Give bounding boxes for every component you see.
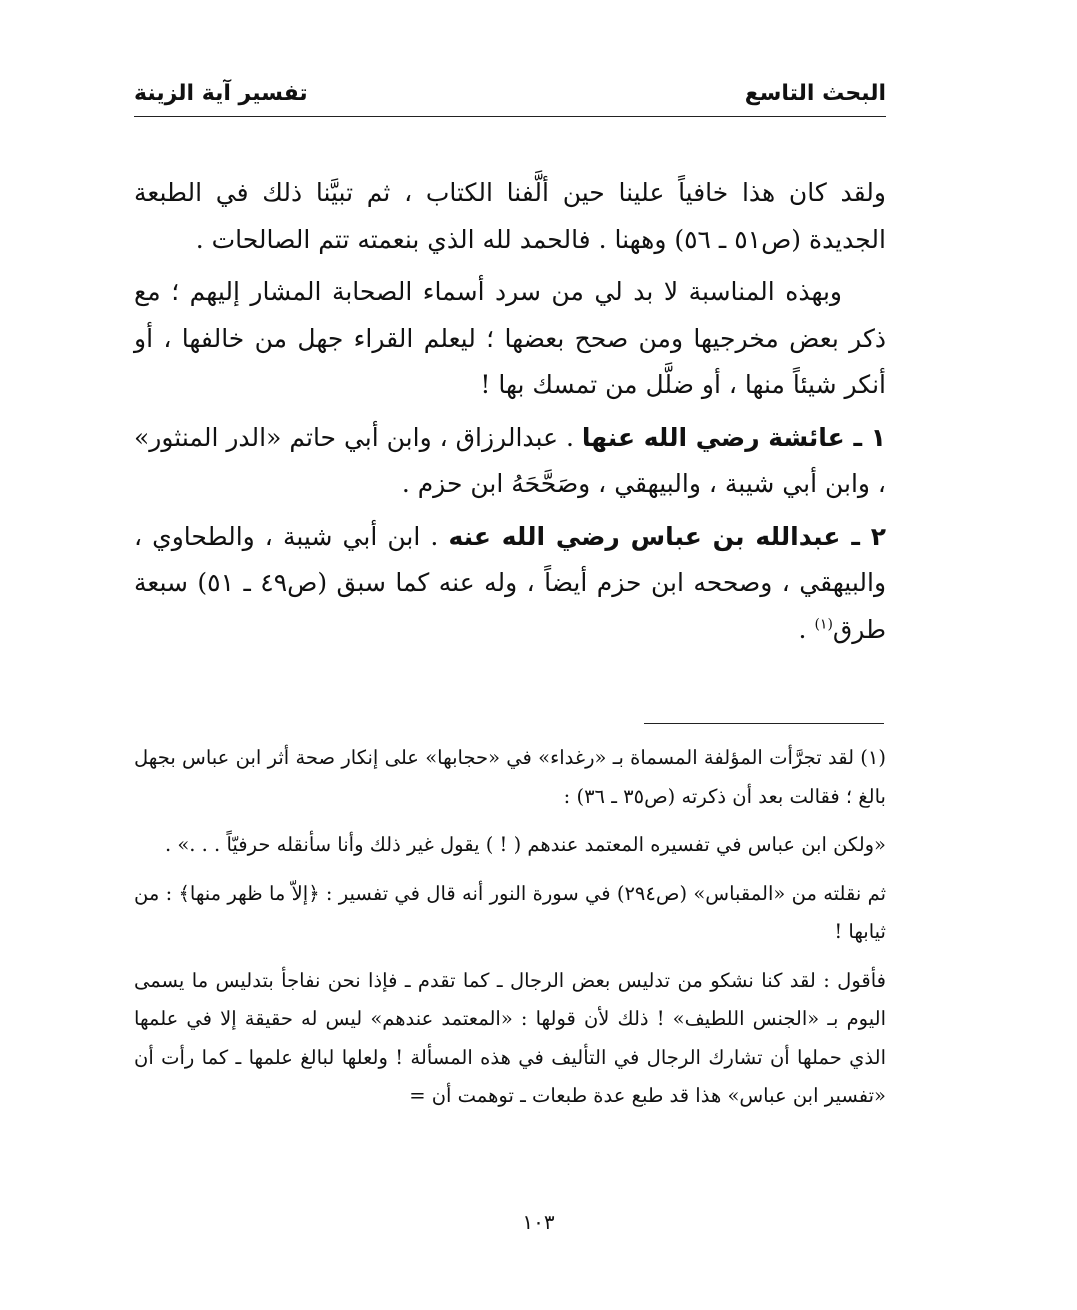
section-title: تفسير آية الزينة: [134, 81, 308, 106]
footnote-paragraph-2: ثم نقلته من «المقباس» (ص٢٩٤) في سورة النور أنه قال في تفسير : ﴿إلاّ ما ظهر منها﴾ : من ثيابها !: [134, 881, 887, 943]
list-item-2: [134, 514, 886, 654]
header-rule: [134, 116, 886, 117]
paragraph-2: وبهذه المناسبة لا بد لي من سرد أسماء الصحابة المشار إليهم ؛ مع ذكر بعض مخرجيها ومن صحح بعضها ؛ ليعلم القراء جهل من خالفها ، أو أنكر شيئاً منها ، أو ضلَّل من تمسك بها !: [134, 277, 886, 399]
page-number: ١٠٣: [522, 1210, 555, 1234]
running-header: [134, 74, 886, 114]
item-1-title: ١ ـ عائشة رضي الله عنها: [581, 422, 886, 452]
footnote-rule: [644, 723, 884, 724]
footnote-1: (١) لقد تجرَّأت المؤلفة المسماة بـ «رغداء» في «حجابها» على إنكار صحة أثر ابن عباس بجهل بالغ ؛ فقالت بعد أن ذكرته (ص٣٥ ـ ٣٦) :: [134, 746, 886, 808]
list-item-1: [134, 415, 886, 508]
paragraph-1: ولقد كان هذا خافياً علينا حين ألَّفنا الكتاب ، ثم تبيَّنا ذلك في الطبعة الجديدة (ص٥١ ـ ٥٦) وههنا . فالحمد لله الذي بنعمته تتم الصالحات .: [134, 178, 886, 254]
main-text: [134, 170, 886, 659]
footnote-paragraph-3: فأقول : لقد كنا نشكو من تدليس بعض الرجال ـ كما تقدم ـ فإذا نحن نفاجأ بتدليس ما يسمى اليوم بـ «الجنس اللطيف» ! ذلك لأن قولها : «المعتمد عندهم» ليس له حقيقة إلا في علمها الذي حملها أن تشارك الرجال في التأليف في هذه المسألة ! ولعلها لبالغ علمها ـ كما رأت أن «تفسير ابن عباس» هذا قد طبع عدة طبعات ـ توهمت أن =: [134, 968, 886, 1107]
chapter-title: البحث التاسع: [744, 81, 886, 106]
item-1-text: . عبدالرزاق ، وابن أبي حاتم «الدر المنثور» ، وابن أبي شيبة ، والبيهقي ، وصَحَّحَهُ ابن حزم .: [134, 422, 886, 498]
item-2-title: ٢ ـ عبدالله بن عباس رضي الله عنه: [448, 521, 886, 551]
item-2-end: .: [798, 614, 815, 644]
footnotes: [134, 739, 886, 1126]
footnote-ref[interactable]: (١): [814, 616, 833, 633]
item-2-text: . ابن أبي شيبة ، والطحاوي ، والبيهقي ، وصححه ابن حزم أيضاً ، وله عنه كما سبق (ص٤٩ ـ ٥١) سبعة طرق: [134, 521, 887, 644]
footnote-quote: «ولكن ابن عباس في تفسيره المعتمد عندهم ( ! ) يقول غير ذلك وأنا سأنقله حرفيّاً . . .» .: [164, 833, 886, 856]
